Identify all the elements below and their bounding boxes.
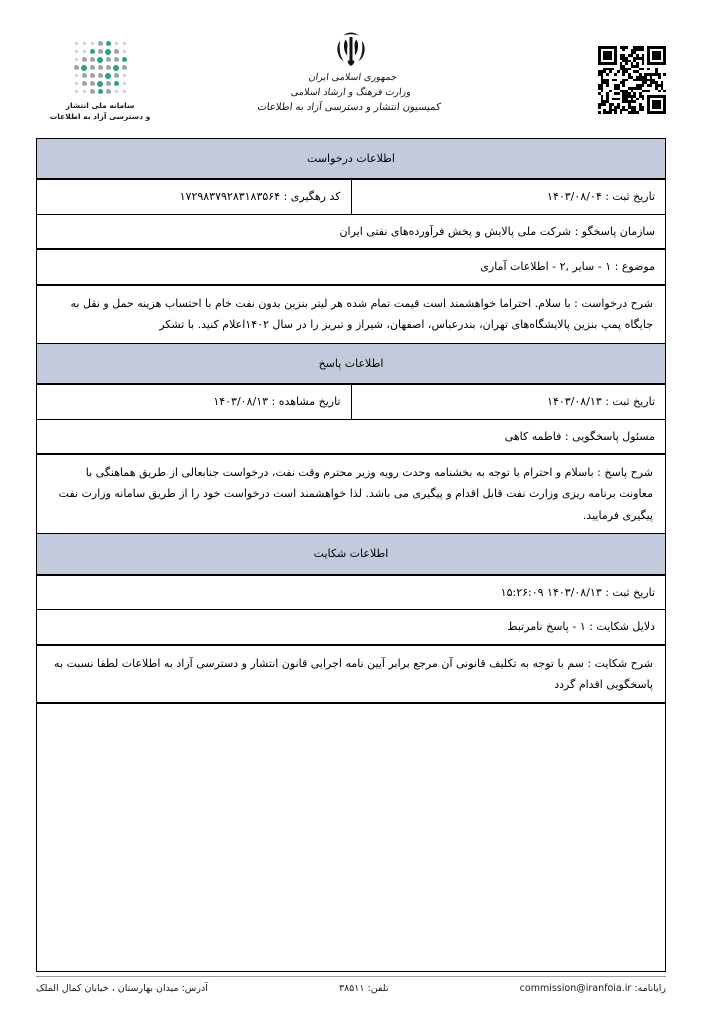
document-table <box>36 138 666 972</box>
section-header-response: اطلاعات پاسخ <box>37 343 666 384</box>
footer-address: آدرس: میدان بهارستان ، خیابان کمال الملک <box>36 983 208 994</box>
table-row <box>37 249 666 284</box>
complaint-register-date: تاریخ ثبت : ۱۴۰۳/۰۸/۱۳ ۱۵:۲۶:۰۹ <box>37 575 666 610</box>
portal-caption-line-2: و دسترسی آزاد به اطلاعات <box>49 112 151 122</box>
section-header-request: اطلاعات درخواست <box>37 139 666 180</box>
table-row <box>37 419 666 454</box>
emblem-caption-line-2: وزارت فرهنگ و ارشاد اسلامی <box>290 86 412 98</box>
complaint-description: شرح شکایت : سم با توجه به تکلیف قانونی آن مرجع برابر آیین نامه اجرایی قانون انتشار و دسترسی آزاد به اطلاعات لطفا نسبت به پاسخگویی اقدام گردد <box>37 645 666 704</box>
table-row <box>37 285 666 343</box>
blank-content-area <box>37 703 666 971</box>
emblem-caption-line-3: کمیسیون انتشار و دسترسی آزاد به اطلاعات <box>256 102 442 114</box>
request-organization: سازمان پاسخگو : شرکت ملی پالایش و پخش فرآورده‌های نفتی ایران <box>37 214 666 249</box>
request-subject: موضوع : ۱ - سایر ,۲ - اطلاعات آماری <box>37 249 666 284</box>
response-view-date: تاریخ مشاهده : ۱۴۰۳/۰۸/۱۳ <box>37 384 352 419</box>
request-tracking-code: کد رهگیری : ۱۷۲۹۸۳۷۹۲۸۳۱۸۳۵۶۴ <box>37 179 352 214</box>
table-row <box>37 703 666 971</box>
table-row <box>37 179 666 214</box>
table-row <box>37 534 666 575</box>
table-row <box>37 454 666 534</box>
footer-email-label: رایانامه: <box>634 983 666 994</box>
portal-logo <box>36 28 164 123</box>
document-header <box>36 28 666 138</box>
footer-email-value[interactable]: commission@iranfoia.ir <box>519 983 632 994</box>
table-row <box>37 214 666 249</box>
table-row <box>37 343 666 384</box>
request-description: شرح درخواست : با سلام. احتراما خواهشمند است قیمت تمام شده هر لیتر بنزین بدون نفت خام با احتساب هزینه حمل و نقل به جایگاه پمپ بنزین پالایشگاه‌های تهران، بندرعباس، اصفهان، شیراز و تبریز را در سال ۱۴۰۲اعلام کنید. با تشکر <box>37 285 666 343</box>
response-description: شرح پاسخ : باسلام و احترام با توجه به بخشنامه وحدت رویه وزیر محترم وقت نفت، درخواست جنابعالی از طریق هماهنگی با معاونت برنامه ریزی وزارت نفت قابل اقدام و پیگیری می باشد. لذا خواهشمند است درخواست خود را از طریق سامانه وزارت نفت پیگیری فرمایید. <box>37 454 666 534</box>
request-register-date: تاریخ ثبت : ۱۴۰۳/۰۸/۰۴ <box>351 179 666 214</box>
footer-phone: تلفن: ۳۸۵۱۱ <box>338 983 389 994</box>
iran-national-emblem-icon <box>331 30 371 68</box>
table-row <box>37 384 666 419</box>
qr-code-container <box>538 28 666 114</box>
response-register-date: تاریخ ثبت : ۱۴۰۳/۰۸/۱۳ <box>351 384 666 419</box>
footer-email-group <box>520 983 666 994</box>
portal-caption-line-1: سامانه ملی انتشار <box>65 101 135 110</box>
ministry-emblem-caption <box>257 71 446 116</box>
document-page <box>0 28 702 1024</box>
table-row <box>37 575 666 610</box>
response-responsible-person: مسئول پاسخگویی : فاطمه کاهی <box>37 419 666 454</box>
table-row <box>37 610 666 645</box>
complaint-reasons: دلایل شکایت : ۱ - پاسخ نامرتبط <box>37 610 666 645</box>
table-row <box>37 645 666 704</box>
table-row <box>37 139 666 180</box>
emblem-caption-line-1: جمهوری اسلامی ایران <box>308 72 398 83</box>
qr-code-icon <box>598 46 666 114</box>
portal-logo-caption <box>50 100 151 123</box>
ministry-emblem-block <box>251 30 451 116</box>
document-footer <box>36 976 666 994</box>
dot-grid-logo-icon <box>73 40 128 95</box>
section-header-complaint: اطلاعات شکایت <box>37 534 666 575</box>
